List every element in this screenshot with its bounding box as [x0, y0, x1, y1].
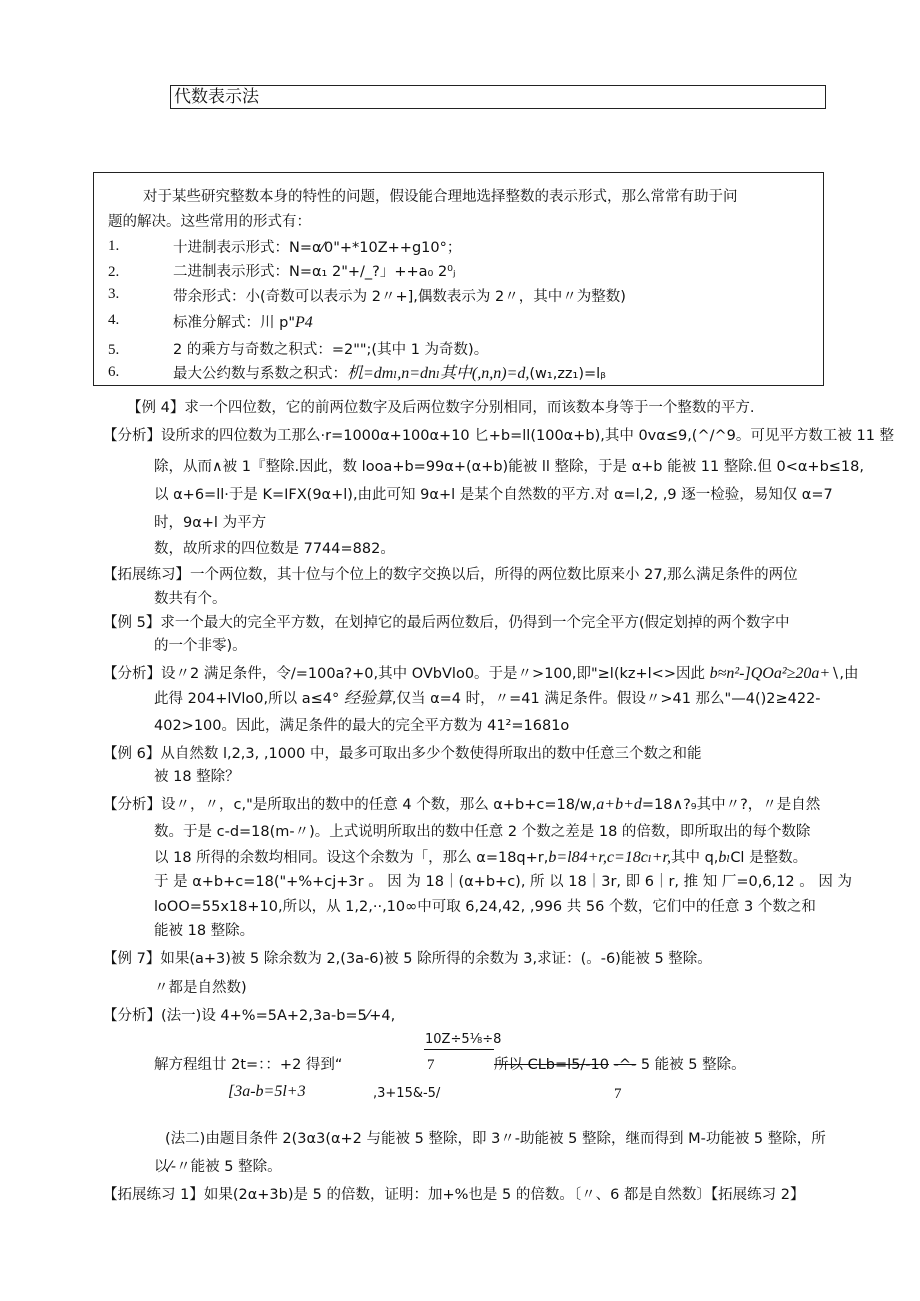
list-item-standard-factorization — [173, 313, 313, 333]
list-item-remainder-form: 带余形式：小(奇数可以表示为 2〃+],偶数表示为 2〃，其中〃为整数) — [173, 289, 626, 305]
formula: P4 — [294, 314, 313, 331]
analysis-text: 其中 q, — [670, 850, 719, 866]
formula: b=l84+r,c=18cₗ+r, — [548, 849, 671, 866]
fraction-numerator: 10Z÷5⅛÷8 — [425, 1032, 502, 1047]
example-7-analysis-line: 【分析】(法一)设 4+%=5A+2,3a-b=5⁄+4, — [103, 1008, 396, 1024]
example-5-analysis-line: 402>100。因此，满足条件的最大的完全平方数为 41²=1681o — [154, 718, 570, 734]
example-5-analysis-line — [154, 689, 821, 709]
example-6-question: 【例 6】从自然数 l,2,3, ,1000 中，最多可取出多少个数使得所取出的数中任意三个数之和能 — [103, 746, 702, 762]
analysis-text: 【分析】设〃2 满足条件，令/=100a?+0,其中 OVbVlo0。于是〃>100,即"≥l(kz+l<>因此 — [103, 666, 710, 682]
list-number: 6. — [108, 364, 120, 380]
example-6-analysis-line: 数。于是 c-d=18(m-〃)。上式说明所取出的数中任意 2 个数之差是 18 的倍数，即所取出的每个数除 — [154, 824, 811, 840]
example-4-analysis-line: 【分析】设所求的四位数为工那么·r=1000α+100α+10 匕+b=ll(100α+b),其中 0vα≤9,(^/^9。可见平方数工被 11 整 — [103, 428, 895, 444]
list-number: 2. — [108, 264, 120, 280]
example-6-analysis-line: 于 是 α+b+c=18("+%+cj+3r 。 因 为 18｜(α+b+c), 所 以 18｜3r, 即 6｜r, 推 知 厂=0,6,12 。 因 为 — [154, 874, 852, 890]
formula: bₗ — [718, 849, 731, 866]
equation-system-line: [3a-b=5l+3 — [228, 1083, 306, 1100]
formula: a+b+d — [596, 796, 642, 813]
example-4-analysis-line: 时，9α+l 为平方 — [154, 515, 267, 531]
section-title-box — [170, 85, 826, 109]
formula: 机=dmₗ,n=dnₗ其中(,n,n)=d, — [347, 365, 530, 382]
example-4-question: 【例 4】求一个四位数，它的前两位数字及后两位数字分别相同，而该数本身等于一个整数的平方. — [127, 400, 755, 416]
practice-1-line: 【拓展练习】一个两位数，其十位与个位上的数字交换以后，所得的两位数比原来小 27,那么满足条件的两位 — [103, 567, 798, 583]
example-7-method-2-line: (法二)由题目条件 2(3α3(α+2 与能被 5 整除，即 3〃-助能被 5 整除，继而得到 M-功能被 5 整除，所 — [165, 1131, 826, 1147]
example-5-analysis-line — [103, 664, 859, 684]
list-item-text: 最大公约数与系数之积式： — [173, 366, 347, 382]
analysis-text: 以 18 所得的余数均相同。设这个余数为「，那么 α=18q+r, — [154, 850, 549, 866]
analysis-text: 5 能被 5 整除。 — [640, 1057, 746, 1073]
example-4-analysis-line: 数，故所求的四位数是 7744=882。 — [154, 541, 395, 557]
analysis-text: -^- — [613, 1057, 637, 1073]
list-number: 1. — [108, 238, 120, 254]
analysis-text: ,仅当 α=4 时，〃=41 满足条件。假设〃>41 那么"—4()2≥422- — [391, 691, 821, 707]
list-item-gcd-form — [173, 364, 606, 384]
example-4-analysis-line: 以 α+6=ll·于是 K=IFX(9α+l),由此可知 9α+l 是某个自然数的平方.对 α=l,2, ,9 逐一检验，易知仅 α=7 — [154, 487, 833, 503]
example-7-method-2-line: 以⁄-〃能被 5 整除。 — [154, 1159, 282, 1175]
practice-2-line: 【拓展练习 1】如果(2α+3b)是 5 的倍数，证明：加+%也是 5 的倍数。〔〃、6 都是自然数〕【拓展练习 2】 — [103, 1187, 805, 1203]
example-6-question: 被 18 整除？ — [154, 769, 240, 785]
example-7-analysis-line: 解方程组廿 2t=：：+2 得到“ — [154, 1057, 343, 1073]
example-4-analysis-line: 除，从而∧被 1『整除.因此，数 looa+b=99α+(α+b)能被 ll 整除，于是 α+b 能被 11 整除.但 0<α+b≤18, — [154, 459, 864, 475]
fraction-denominator: 7 — [427, 1057, 435, 1073]
analysis-text: =18∧?₉其中〃?，〃是自然 — [641, 797, 821, 813]
list-number: 4. — [108, 312, 120, 328]
analysis-text: ∖,由 — [830, 666, 859, 682]
analysis-text: Cl 是整数。 — [730, 850, 808, 866]
example-7-analysis-line — [494, 1055, 746, 1075]
fraction-bar — [424, 1049, 494, 1050]
list-item-decimal-form: 十进制表示形式：N=α⁄0"+*10Z++g10°； — [173, 240, 462, 256]
formula: (w₁,zz₁)=lᵦ — [529, 366, 607, 382]
example-6-analysis-line: 能被 18 整除。 — [154, 923, 255, 939]
example-6-analysis-line: loOO=55x18+10,所以，从 1,2,··,10∞中可取 6,24,42, ,996 共 56 个数，它们中的任意 3 个数之和 — [154, 899, 816, 915]
list-number: 3. — [108, 286, 120, 302]
analysis-text: 此得 204+lVlo0,所以 a≤4° — [154, 691, 344, 707]
list-number: 5. — [108, 342, 120, 358]
fraction-denominator: 7 — [614, 1086, 622, 1102]
formula: 经验算 — [343, 690, 392, 707]
formula: b≈n²-]QOa²≥20a+ — [709, 665, 831, 682]
equation-system-line: ,3+15&-5/ — [373, 1086, 441, 1101]
example-5-question: 的一个非零)。 — [154, 638, 247, 654]
analysis-text: 所以 CLb=l5/-10 — [494, 1057, 609, 1073]
list-item-text: 标准分解式：川 p" — [173, 315, 295, 331]
example-6-analysis-line — [154, 848, 807, 868]
intro-paragraph-line-2: 题的解决。这些常用的形式有： — [108, 214, 311, 230]
list-item-power-of-two: 2 的乘方与奇数之积式：=2"";(其中 1 为奇数)。 — [173, 342, 489, 358]
analysis-text: 【分析】设〃，〃，c,"是所取出的数中的任意 4 个数，那么 α+b+c=18/w, — [103, 797, 597, 813]
example-7-question: 〃都是自然数) — [154, 980, 247, 996]
example-5-question: 【例 5】求一个最大的完全平方数，在划掉它的最后两位数后，仍得到一个完全平方(假定划掉的两个数字中 — [103, 615, 790, 631]
intro-paragraph-line-1: 对于某些研究整数本身的特性的问题，假设能合理地选择整数的表示形式，那么常常有助于问 — [143, 189, 738, 205]
example-7-question: 【例 7】如果(a+3)被 5 除余数为 2,(3a-6)被 5 除所得的余数为 3,求证：(。-6)能被 5 整除。 — [103, 951, 712, 967]
example-6-analysis-line — [103, 795, 820, 815]
section-title: 代数表示法 — [174, 87, 259, 107]
practice-1-line: 数共有个。 — [154, 591, 227, 607]
list-item-binary-form: 二进制表示形式：N=α₁ 2"+/_?」++a₀ 2⁰ⱼ — [173, 264, 456, 280]
